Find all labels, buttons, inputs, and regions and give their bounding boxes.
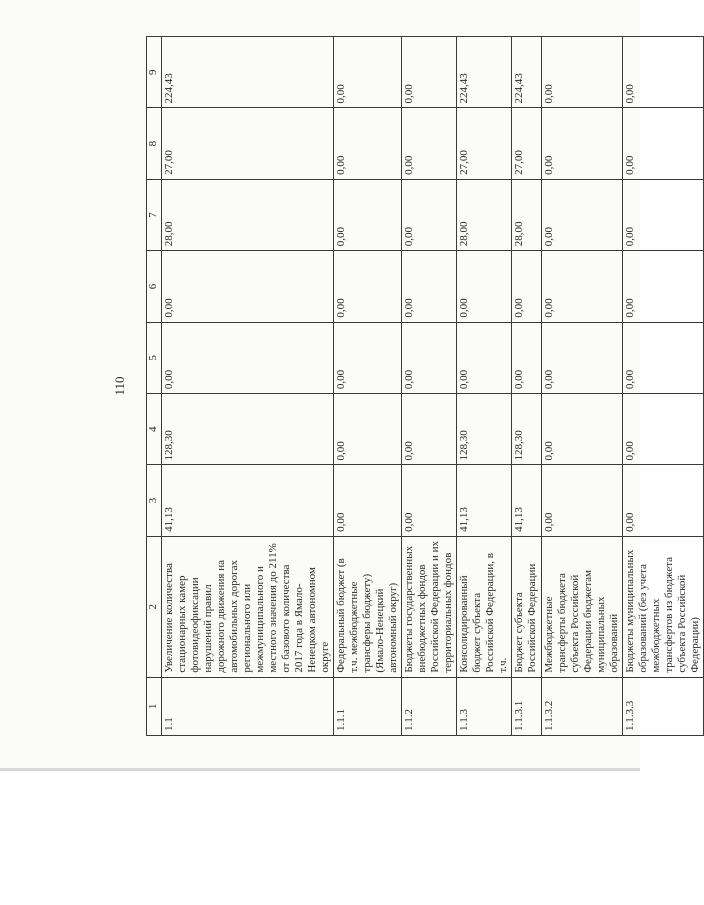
row-value: 0,00	[542, 322, 623, 393]
row-value: 128,30	[162, 394, 334, 465]
row-value: 128,30	[512, 394, 542, 465]
row-value: 0,00	[334, 251, 402, 322]
row-value: 0,00	[334, 179, 402, 250]
row-value: 0,00	[334, 322, 402, 393]
row-value: 0,00	[542, 108, 623, 179]
table-row	[162, 37, 334, 736]
row-value: 0,00	[623, 251, 704, 322]
row-value: 0,00	[334, 108, 402, 179]
row-value: 41,13	[457, 465, 512, 536]
row-value: 41,13	[512, 465, 542, 536]
row-code: 1.1.2	[402, 677, 457, 735]
column-header: 8	[147, 108, 162, 179]
row-name: Федеральный бюджет (в т.ч. межбюджетные трансферы бюджету) (Ямало-Ненецкий автономный округ)	[334, 536, 402, 677]
row-value: 0,00	[457, 251, 512, 322]
row-value: 0,00	[623, 465, 704, 536]
row-value: 0,00	[402, 394, 457, 465]
column-header: 3	[147, 465, 162, 536]
row-value: 0,00	[542, 251, 623, 322]
row-value: 224,43	[162, 37, 334, 108]
table-header-row	[147, 37, 162, 736]
row-name: Консолидированный бюджет субъекта Российской Федерации, в т.ч.	[457, 536, 512, 677]
row-value: 0,00	[402, 108, 457, 179]
row-value: 0,00	[542, 37, 623, 108]
row-value: 0,00	[402, 37, 457, 108]
row-name: Бюджеты муниципальных образований (без учета межбюджетных трансфертов из бюджета субъекта Российской Федерации)	[623, 536, 704, 677]
table-row	[623, 37, 704, 736]
table-row	[457, 37, 512, 736]
row-value: 0,00	[402, 465, 457, 536]
row-name: Бюджет субъекта Российской Федерации	[512, 536, 542, 677]
column-header: 9	[147, 37, 162, 108]
row-value: 0,00	[334, 394, 402, 465]
column-header: 2	[147, 536, 162, 677]
rotated-page-content	[106, 36, 701, 736]
row-name: Увеличение количества стационарных камер фотовидеофиксации нарушений правил дорожного движения на автомобильных дорогах регионального или межмуниципального и местного значения до 211% от базового количества 2017 года в Ямало-Ненецком автономном округе	[162, 536, 334, 677]
row-name: Межбюджетные трансферты бюджета субъекта Российской Федерации бюджетам муниципальных образований	[542, 536, 623, 677]
row-value: 41,13	[162, 465, 334, 536]
table-row	[512, 37, 542, 736]
page-number: 110	[112, 376, 127, 396]
row-value: 0,00	[512, 322, 542, 393]
row-value: 28,00	[162, 179, 334, 250]
row-value: 224,43	[512, 37, 542, 108]
row-value: 0,00	[162, 251, 334, 322]
row-code: 1.1.3.3	[623, 677, 704, 735]
row-value: 0,00	[512, 251, 542, 322]
row-value: 0,00	[542, 465, 623, 536]
column-header: 7	[147, 179, 162, 250]
row-value: 0,00	[162, 322, 334, 393]
row-value: 0,00	[542, 179, 623, 250]
table-row	[542, 37, 623, 736]
row-value: 0,00	[334, 465, 402, 536]
row-value: 27,00	[457, 108, 512, 179]
row-code: 1.1.1	[334, 677, 402, 735]
row-value: 28,00	[512, 179, 542, 250]
row-value: 0,00	[623, 37, 704, 108]
row-value: 0,00	[623, 394, 704, 465]
row-value: 0,00	[623, 108, 704, 179]
row-value: 0,00	[457, 322, 512, 393]
table-row	[334, 37, 402, 736]
table-row	[402, 37, 457, 736]
row-value: 224,43	[457, 37, 512, 108]
row-name: Бюджеты государственных внебюджетных фондов Российской Федерации и их территориальных фондов	[402, 536, 457, 677]
row-value: 0,00	[402, 179, 457, 250]
column-header: 6	[147, 251, 162, 322]
row-value: 0,00	[623, 322, 704, 393]
row-value: 0,00	[334, 37, 402, 108]
column-header: 5	[147, 322, 162, 393]
row-value: 0,00	[542, 394, 623, 465]
row-code: 1.1.3	[457, 677, 512, 735]
row-value: 27,00	[512, 108, 542, 179]
row-value: 0,00	[623, 179, 704, 250]
row-code: 1.1.3.2	[542, 677, 623, 735]
row-code: 1.1	[162, 677, 334, 735]
row-value: 128,30	[457, 394, 512, 465]
row-code: 1.1.3.1	[512, 677, 542, 735]
page-bottom-edge	[0, 768, 640, 771]
column-header: 1	[147, 677, 162, 735]
row-value: 27,00	[162, 108, 334, 179]
row-value: 0,00	[402, 251, 457, 322]
budget-table	[146, 36, 704, 736]
column-header: 4	[147, 394, 162, 465]
row-value: 0,00	[402, 322, 457, 393]
row-value: 28,00	[457, 179, 512, 250]
